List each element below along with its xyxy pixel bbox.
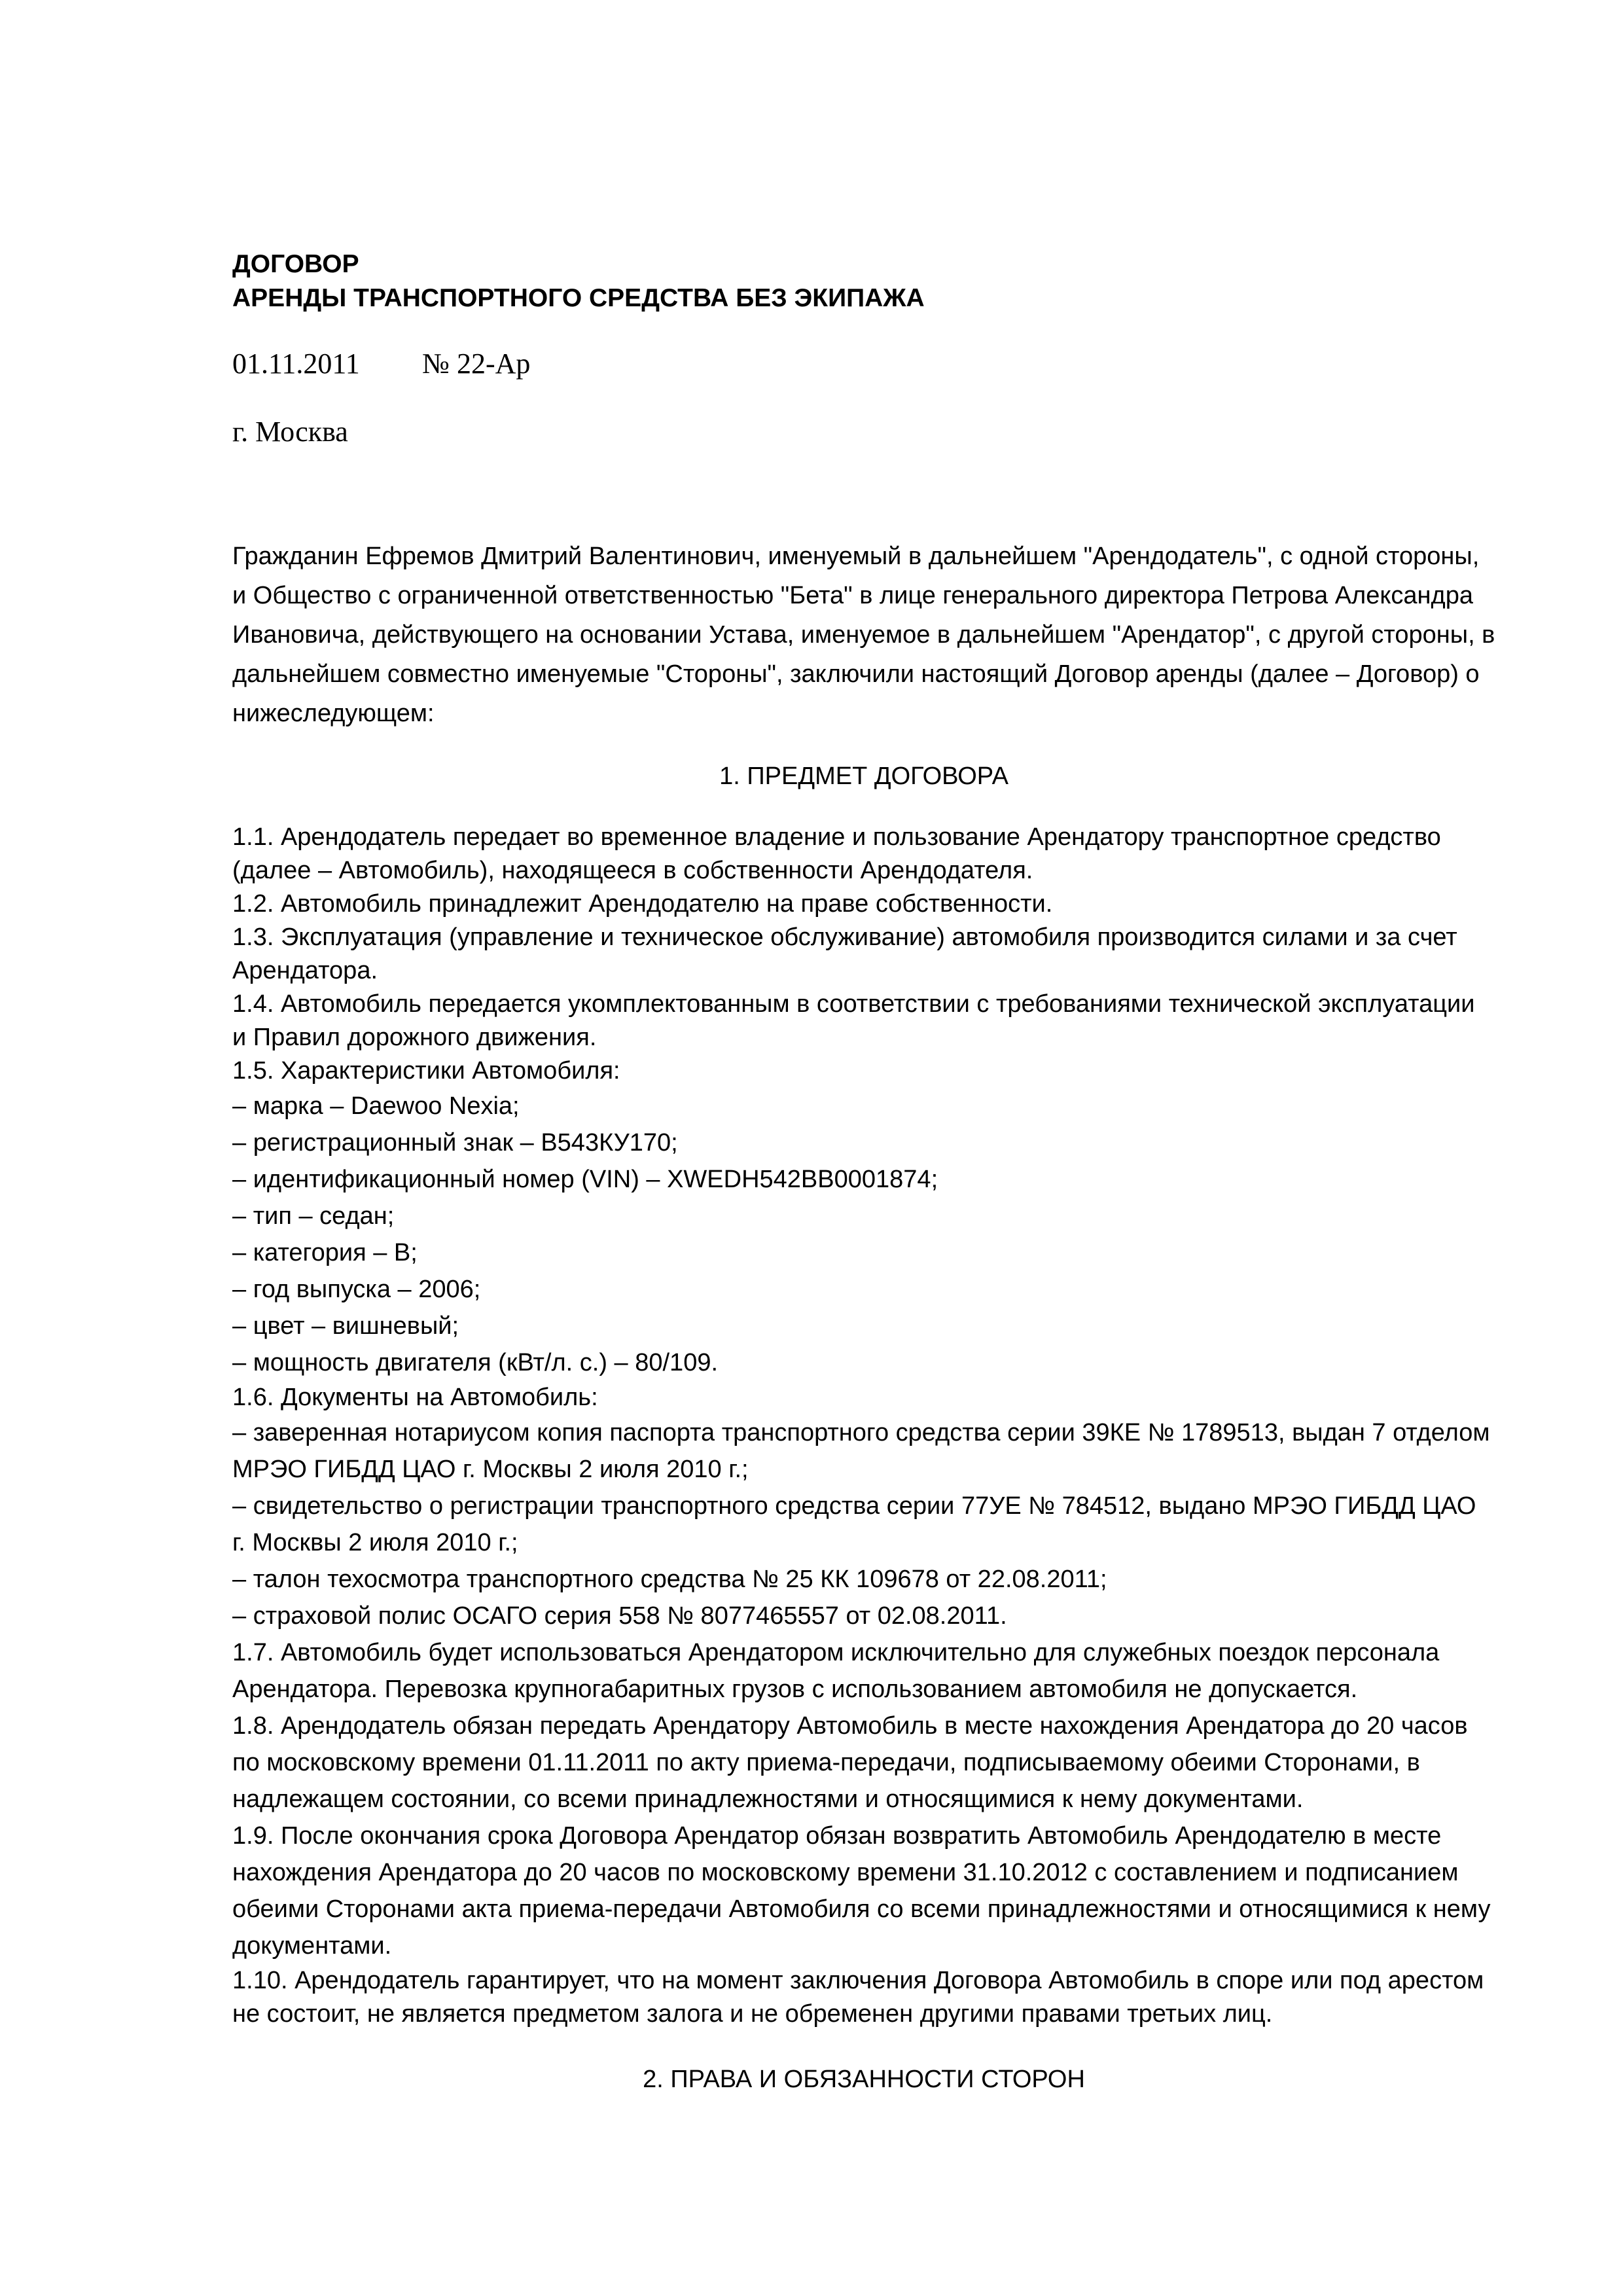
contract-date: 01.11.2011 (232, 348, 360, 380)
contract-number: № 22-Ар (422, 348, 531, 380)
clause-1-4: 1.4. Автомобиль передается укомплектованным в соответствии с требованиями технической эксплуатации и Правил дорожного движения. (232, 990, 1475, 1051)
section-1-clauses (232, 821, 1495, 2031)
title-line-2: АРЕНДЫ ТРАНСПОРТНОГО СРЕДСТВА БЕЗ ЭКИПАЖА (232, 284, 925, 312)
document-content (232, 247, 1495, 2098)
title-line-1: ДОГОВОР (232, 250, 359, 278)
preamble-paragraph: Гражданин Ефремов Дмитрий Валентинович, именуемый в дальнейшем "Арендодатель", с одной стороны, и Общество с ограниченной ответственностью "Бета" в лице генерального директора Петрова Александра Ивановича, действующего на основании Устава, именуемое в дальнейшем "Арендатор", с другой стороны, в дальнейшем совместно именуемые "Стороны", заключили настоящий Договор аренды (далее – Договор) о нижеследующем: (232, 543, 1495, 727)
clause-1-5: 1.5. Характеристики Автомобиля: (232, 1057, 620, 1085)
clause-1-6: 1.6. Документы на Автомобиль: (232, 1384, 598, 1411)
section-1-heading: 1. ПРЕДМЕТ ДОГОВОРА (719, 762, 1008, 790)
spec-year: – год выпуска – 2006; (232, 1276, 481, 1303)
spec-plate: – регистрационный знак – В543КУ170; (232, 1129, 678, 1157)
date-number-row (232, 346, 1495, 382)
clause-1-7: 1.7. Автомобиль будет использоваться Арендатором исключительно для служебных поездок персонала Арендатора. Перевозка крупногабаритных грузов с использованием автомобиля не допускается. (232, 1639, 1440, 1703)
clause-1-3: 1.3. Эксплуатация (управление и техническое обслуживание) автомобиля производится силами и за счет Арендатора. (232, 924, 1457, 984)
clause-1-9: 1.9. После окончания срока Договора Арендатор обязан возвратить Автомобиль Арендодателю в месте нахождения Арендатора до 20 часов по московскому времени 31.10.2012 с составлением и подписанием обеими Сторонами акта приема-передачи Автомобиля со всеми принадлежностями и относящимися к нему документами. (232, 1822, 1491, 1960)
doc-insurance: – страховой полис ОСАГО серия 558 № 8077465557 от 02.08.2011. (232, 1602, 1007, 1630)
contract-city: г. Москва (232, 416, 348, 448)
spec-vin: – идентификационный номер (VIN) – XWEDH542BB0001874; (232, 1166, 938, 1193)
spec-category: – категория – В; (232, 1239, 418, 1266)
spec-color: – цвет – вишневый; (232, 1312, 459, 1340)
section-2-heading: 2. ПРАВА И ОБЯЗАННОСТИ СТОРОН (643, 2066, 1085, 2093)
clause-1-1: 1.1. Арендодатель передает во временное владение и пользование Арендатору транспортное средство (далее – Автомобиль), находящееся в собственности Арендодателя. (232, 823, 1441, 884)
clause-1-10: 1.10. Арендодатель гарантирует, что на момент заключения Договора Автомобиль в споре или под арестом не состоит, не является предметом залога и не обременен другими правами третьих лиц. (232, 1967, 1484, 2028)
document-title (232, 247, 1495, 315)
clause-1-8: 1.8. Арендодатель обязан передать Арендатору Автомобиль в месте нахождения Арендатора до 20 часов по московскому времени 01.11.2011 по акту приема-передачи, подписываемому обеими Сторонами, в надлежащем состоянии, со всеми принадлежностями и относящимися к нему документами. (232, 1712, 1468, 1813)
spec-power: – мощность двигателя (кВт/л. с.) – 80/109. (232, 1349, 719, 1376)
spec-brand: – марка – Daewoo Nexia; (232, 1092, 520, 1120)
doc-registration: – свидетельство о регистрации транспортного средства серии 77УЕ № 784512, выдано МРЭО ГИБДД ЦАО г. Москвы 2 июля 2010 г.; (232, 1492, 1476, 1556)
clause-1-2: 1.2. Автомобиль принадлежит Арендодателю на праве собственности. (232, 890, 1053, 918)
doc-inspection: – талон техосмотра транспортного средства № 25 КК 109678 от 22.08.2011; (232, 1566, 1107, 1593)
spec-type: – тип – седан; (232, 1202, 395, 1230)
doc-passport: – заверенная нотариусом копия паспорта транспортного средства серии 39КЕ № 1789513, выдан 7 отделом МРЭО ГИБДД ЦАО г. Москвы 2 июля 2010 г.; (232, 1419, 1490, 1483)
